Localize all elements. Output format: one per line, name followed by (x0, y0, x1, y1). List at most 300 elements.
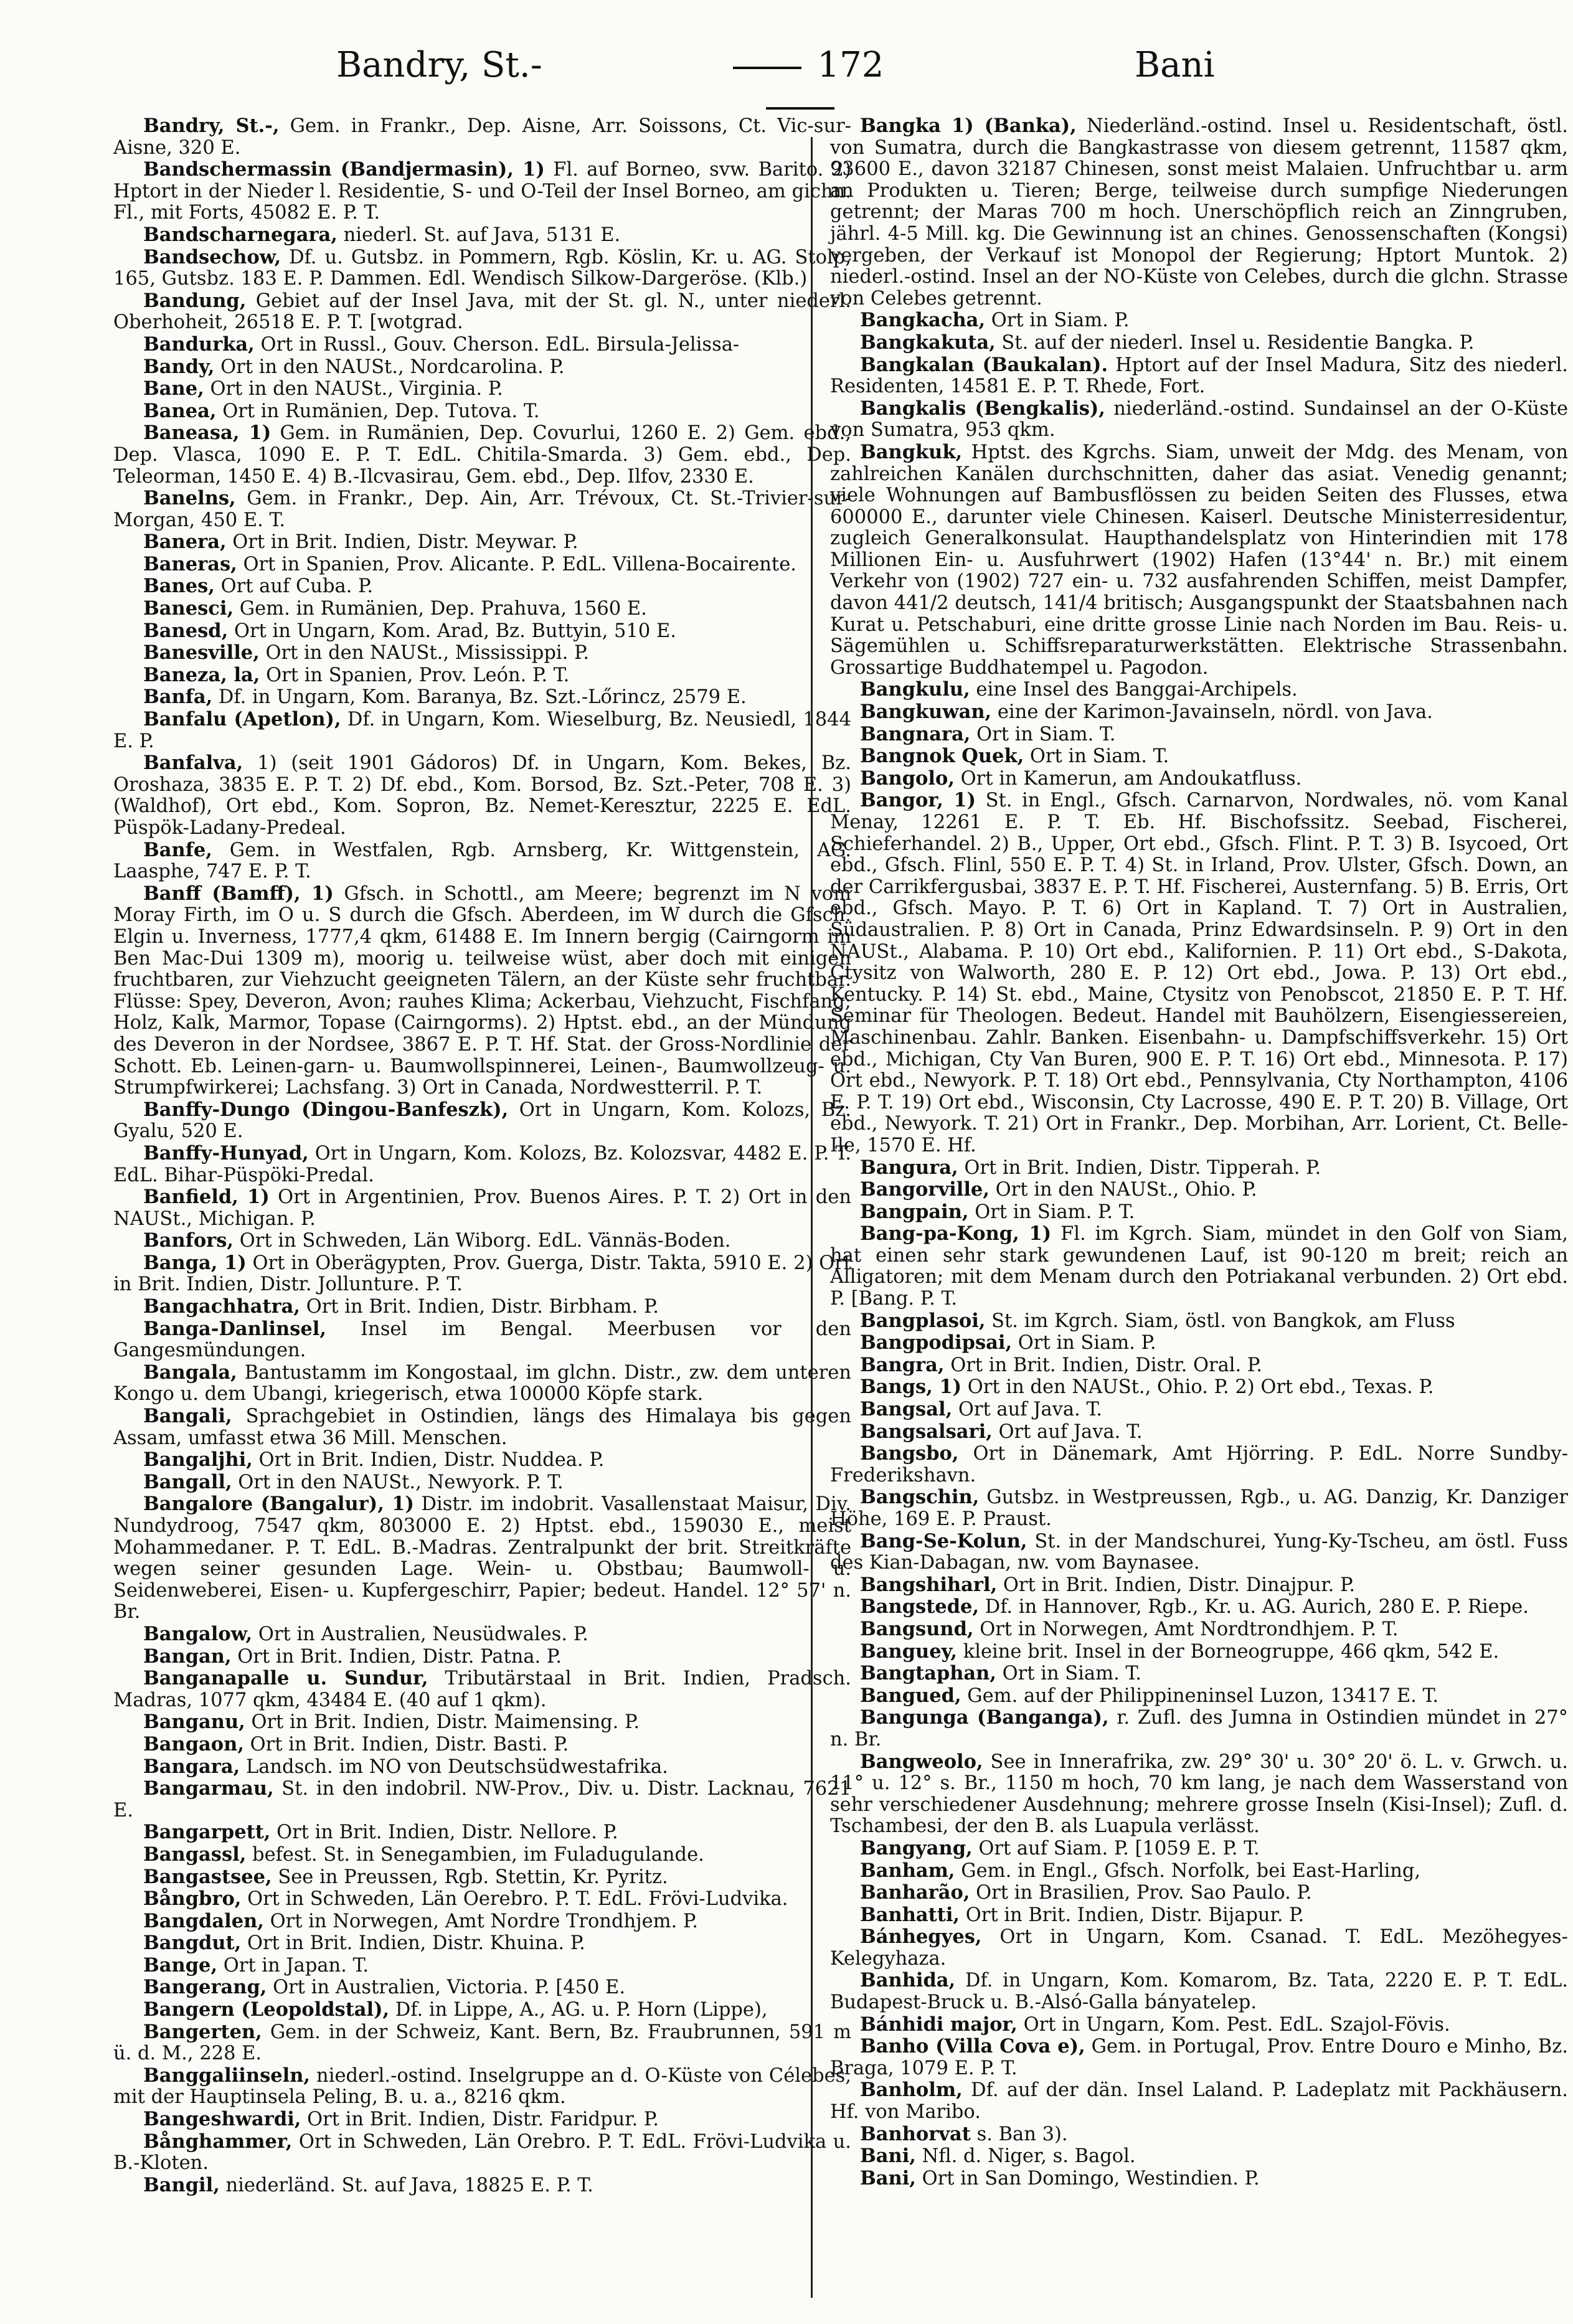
entry-text: Ort auf Cuba. P. (214, 575, 374, 598)
dictionary-entry (830, 1223, 1568, 1310)
dictionary-entry (113, 1296, 851, 1318)
dictionary-entry (113, 488, 851, 531)
entry-text: Gebiet auf der Insel Java, mit der St. gl. N., unter niederl. Oberhoheit, 26518 E. P. T. [wotgrad. (113, 290, 851, 334)
entry-headword: Banganu, (143, 1711, 245, 1734)
dictionary-entry (113, 356, 851, 379)
entry-headword: Bangara, (143, 1755, 240, 1778)
entry-headword: Bangkalis (Bengkalis), (860, 397, 1105, 420)
dictionary-entry (830, 1354, 1568, 1377)
running-head-left: Bandry, St.- (336, 45, 542, 85)
dictionary-entry (113, 115, 851, 159)
dictionary-entry (113, 1932, 851, 1955)
entry-headword: Bangdut, (143, 1932, 242, 1955)
dictionary-entry (113, 224, 851, 247)
dictionary-entry (113, 1186, 851, 1230)
entry-headword: Bangschin, (860, 1486, 980, 1509)
entry-text: St. in der Mandschurei, Yung-Ky-Tscheu, am östl. Fuss des Kian-Dabagan, nw. vom Baynasee. (830, 1530, 1568, 1574)
entry-headword: Bangassl, (143, 1843, 247, 1866)
dictionary-entry (113, 709, 851, 752)
entry-text: Ort in den NAUSt., Mississippi. P. (259, 642, 590, 664)
dictionary-entry (113, 1844, 851, 1866)
entry-text: Ort in Siam. P. (985, 309, 1130, 332)
entry-text: Insel im Bengal. Meerbusen vor den Gangesmündungen. (113, 1318, 851, 1362)
entry-headword: Bangra, (860, 1353, 945, 1376)
dictionary-entry (113, 554, 851, 576)
entry-text: befest. St. in Senegambien, im Fuladugulande. (246, 1843, 704, 1866)
entry-text: s. Ban 3). (970, 2123, 1068, 2145)
entry-text: Ort in Siam. T. (1024, 745, 1169, 768)
dictionary-entry (113, 1646, 851, 1668)
entry-text: Ort in den NAUSt., Nordcarolina. P. (214, 356, 565, 378)
dictionary-entry (830, 1574, 1568, 1597)
entry-text: Gfsch. in Schottl., am Meere; begrenzt im N vom Moray Firth, im O u. S durch die Gfsch. Aberdeen, im W durch die Gfsch. Elgin u. Inverness, 1777,4 qkm, 61488 E. Im Innern bergig (Cairngorm im Ben Mac-Dui 1309 m), moorig u. teilweise wüst, aber doch mit einigen fruchtbaren, zur Viehzucht geeigneten Tälern, an der Küste sehr fruchtbar. Flüsse: Spey, Deveron, Avon; rauhes Klima; Ackerbau, Viehzucht, Fischfang; Holz, Kalk, Marmor, Topase (Cairngorms). 2) Hptst. ebd., an der Mündung des Deveron in der Nordsee, 3867 E. P. T. Hf. Stat. der Gross-Nordlinie der Schott. Eb. Leinen-garn- u. Baumwollspinnerei, Leinen-, Baumwollzeug- u. Strumpfwirkerei; Lachsfang. 3) Ort in Canada, Nordwestterril. P. T. (113, 882, 851, 1099)
entry-headword: Bangnara, (860, 722, 971, 745)
dictionary-entry (113, 1778, 851, 1821)
entry-headword: Banfors, (143, 1229, 234, 1252)
entry-headword: Baneza, la, (143, 663, 260, 686)
dictionary-entry (113, 1449, 851, 1471)
entry-headword: Bangstede, (860, 1595, 980, 1618)
entry-text: niederl.-ostind. Inselgruppe an d. O-Küste von Célebes, mit der Hauptinsela Peling, B. u. a., 8216 qkm. (113, 2064, 851, 2109)
entry-headword: Bangeshwardi, (143, 2108, 301, 2131)
entry-text: Ort in Brit. Indien, Distr. Dinajpur. P. (997, 1574, 1356, 1596)
dictionary-entry (830, 1685, 1568, 1708)
entry-text: Gem. in Frankr., Dep. Aisne, Arr. Soissons, Ct. Vic-sur-Aisne, 320 E. (113, 115, 851, 159)
entry-headword: Bangdalen, (143, 1909, 264, 1932)
entry-text: Df. in Lippe, A., AG. u. P. Horn (Lippe), (389, 1999, 768, 2021)
entry-headword: Banelns, (143, 487, 236, 510)
entry-headword: Bangka 1) (Banka), (860, 115, 1077, 137)
dictionary-entry (830, 1376, 1568, 1399)
entry-text: eine der Karimon-Javainseln, nördl. von Java. (991, 701, 1433, 724)
entry-text: eine Insel des Banggai-Archipels. (970, 679, 1298, 701)
entry-text: Gem. in Rumänien, Dep. Prahuva, 1560 E. (234, 598, 647, 620)
entry-headword: Banfield, 1) (143, 1186, 270, 1209)
dictionary-entry (113, 422, 851, 488)
entry-headword: Bani, (860, 2166, 916, 2189)
entry-headword: Bangaon, (143, 1732, 244, 1755)
entry-text: Ort in Spanien, Prov. León. P. T. (260, 664, 570, 686)
dictionary-entry (113, 290, 851, 334)
dictionary-entry (830, 1179, 1568, 1201)
dictionary-entry (830, 724, 1568, 746)
entry-headword: Bangtaphan, (860, 1662, 996, 1685)
entry-headword: Banffy-Hunyad, (143, 1141, 309, 1164)
dictionary-entry (113, 1711, 851, 1734)
entry-headword: Banfa, (143, 686, 213, 709)
dictionary-entry (830, 1641, 1568, 1663)
entry-headword: Bangkacha, (860, 309, 986, 332)
dictionary-entry (830, 679, 1568, 701)
entry-headword: Banga-Danlinsel, (143, 1317, 326, 1340)
entry-text: Ort in Brit. Indien, Distr. Meywar. P. (226, 531, 579, 554)
entry-text: Ort auf Siam. P. [1059 E. P. T. (972, 1837, 1260, 1859)
entry-headword: Bang-Se-Kolun, (860, 1529, 1027, 1552)
dictionary-entry (113, 1405, 851, 1449)
entry-headword: Bane, (143, 377, 204, 400)
entry-text: Fl. im Kgrch. Siam, mündet in den Golf von Siam, hat einen sehr stark gewundenen Lauf, ist 90-120 m breit; reich an Alligatoren; mit dem Menam durch den Potriakanal verbunden. 2) Ort ebd. P. [Bang. P. T. (830, 1223, 1569, 1310)
dictionary-entry (830, 1970, 1568, 2013)
entry-text: Ort in San Domingo, Westindien. P. (915, 2167, 1260, 2189)
entry-headword: Bangkalan (Baukalan). (860, 353, 1108, 376)
page-header (0, 45, 1573, 120)
entry-text: Hptst. des Kgrchs. Siam, unweit der Mdg. des Menam, von zahlreichen Kanälen durchschnitten, daher das asiat. Venedig genannt; viele Wohnungen auf Bambusflössen zu beiden Seiten des Flusses, etwa 600000 E., darunter viele Chinesen. Kaiserl. Deutsche Ministerresidentur, zugleich Generalkonsulat. Haupthandelsplatz von Hinterindien mit 178 Millionen Ein- u. Ausfuhrwert (1902) Hafen (13°44' n. Br.) mit einem Verkehr von (1902) 727 ein- u. 732 ausfahrenden Schiffen, meist Dampfer, davon 441/2 deutsch, 141/4 britisch; Ausgangspunkt der Staatsbahnen nach Kurat u. Petschaburi, eine dritte grosse Linie nach Norden im Bau. Reis- u. Sägemühlen u. Schiffsreparaturwerkstätten. Elektrische Strassenbahn. Grossartige Buddhatempel u. Pagodon. (830, 441, 1568, 679)
dictionary-entry (113, 1143, 851, 1186)
entry-text: Ort in Kamerun, am Andoukatfluss. (954, 767, 1302, 790)
dictionary-entry (830, 1310, 1568, 1333)
dictionary-entry (830, 1838, 1568, 1860)
entry-headword: Bangkuk, (860, 440, 963, 463)
entry-headword: Banharão, (860, 1881, 970, 1904)
dictionary-entry (830, 442, 1568, 679)
entry-headword: Bangs, 1) (860, 1376, 962, 1399)
entry-text: Df. in Ungarn, Kom. Baranya, Bz. Szt.-Lőrincz, 2579 E. (212, 686, 747, 709)
dictionary-entry (830, 768, 1568, 790)
entry-text: Ort in Dänemark, Amt Hjörring. P. EdL. Norre Sundby-Frederikshavn. (830, 1443, 1568, 1486)
entry-headword: Banggaliinseln, (143, 2064, 311, 2087)
entry-text: Df. in Ungarn, Kom. Wieselburg, Bz. Neusiedl, 1844 E. P. (113, 709, 851, 752)
entry-text: Ort in Australien, Neusüdwales. P. (252, 1623, 588, 1645)
dictionary-entry (113, 334, 851, 356)
entry-text: Df. u. Gutsbz. in Pommern, Rgb. Köslin, Kr. u. AG. Stolp, 165, Gutsbz. 183 E. P. Dammen. Edl. Wendisch Silkow-Dargeröse. (Klb.) (113, 246, 851, 290)
entry-text: Ort in Siam. P. T. (968, 1201, 1135, 1223)
dictionary-entry (113, 1471, 851, 1494)
entry-text: Tributärstaal in Brit. Indien, Pradsch. Madras, 1077 qkm, 43484 E. (40 auf 1 qkm). (113, 1668, 851, 1711)
dictionary-entry (830, 745, 1568, 768)
entry-headword: Banfe, (143, 838, 212, 861)
entry-text: Ort in Brit. Indien, Distr. Tipperah. P. (958, 1156, 1321, 1179)
entry-text: Ort in Brasilien, Prov. Sao Paulo. P. (970, 1882, 1312, 1904)
dictionary-entry (113, 2175, 851, 2197)
entry-headword: Bangsund, (860, 1617, 974, 1640)
dictionary-entry (113, 1318, 851, 1362)
entry-text: Df. in Ungarn, Kom. Komarom, Bz. Tata, 2220 E. P. T. EdL. Budapest-Bruck u. B.-Alsó-Galla bányatelep. (830, 1970, 1568, 2014)
entry-headword: Bánhegyes, (860, 1925, 982, 1948)
entry-text: Ort in Siam. P. (1012, 1332, 1156, 1354)
entry-headword: Bani, (860, 2145, 916, 2168)
entry-text: Ort in Brit. Indien, Distr. Basti. P. (243, 1733, 569, 1755)
entry-text: Ort auf Java. T. (952, 1399, 1103, 1421)
entry-text: Ort in Norwegen, Amt Nordtrondhjem. P. T. (973, 1618, 1399, 1640)
entry-headword: Baneasa, 1) (143, 422, 272, 445)
entry-headword: Bangkakuta, (860, 331, 996, 354)
entry-text: Ort in Ungarn, Kom. Pest. EdL. Szajol-Fövis. (1017, 2013, 1450, 2036)
entry-text: Gem. in Frankr., Dep. Ain, Arr. Trévoux, Ct. St.-Trivier-sur-Morgan, 450 E. T. (113, 488, 851, 531)
entry-headword: Banguey, (860, 1640, 958, 1663)
entry-headword: Banganapalle u. Sundur, (143, 1667, 428, 1690)
entry-text: Ort in den NAUSt., Ohio. P. 2) Ort ebd., Texas. P. (961, 1376, 1434, 1399)
entry-text: r. Zufl. des Jumna in Ostindien mündet in 27° n. Br. (830, 1707, 1568, 1750)
entry-text: Gem. in Westfalen, Rgb. Arnsberg, Kr. Wittgenstein, AG. Laasphe, 747 E. P. T. (113, 839, 851, 883)
entry-headword: Banhida, (860, 1969, 956, 1992)
dictionary-entry (830, 1332, 1568, 1354)
dictionary-entry (113, 1821, 851, 1844)
entry-text: Df. auf der dän. Insel Laland. P. Ladeplatz mit Packhäusern. Hf. von Maribo. (830, 2079, 1568, 2123)
dictionary-entry (113, 1756, 851, 1778)
dictionary-entry (830, 2145, 1568, 2168)
entry-headword: Banham, (860, 1859, 955, 1882)
entry-text: Ort in Ungarn, Kom. Kolozs, Bz. Kolozsvar, 4482 E. P. T. EdL. Bihar-Püspöki-Predal. (113, 1142, 851, 1186)
entry-headword: Bangern (Leopoldstal), (143, 1998, 390, 2021)
entry-text: niederländ. St. auf Java, 18825 E. P. T. (219, 2174, 593, 2196)
dictionary-entry (830, 332, 1568, 354)
entry-text: Ort in Ungarn, Kom. Csanad. T. EdL. Mezöhegyes-Kelegyhaza. (830, 1926, 1568, 1970)
dictionary-entry (113, 642, 851, 664)
dictionary-entry (830, 2123, 1568, 2146)
entry-text: See in Preussen, Rgb. Stettin, Kr. Pyritz. (272, 1866, 668, 1888)
entry-text: Ort in Australien, Victoria. P. [450 E. (267, 1977, 626, 1999)
entry-text: Ort in Siam. T. (970, 723, 1116, 745)
dictionary-entry (830, 1860, 1568, 1882)
dictionary-entry (830, 1926, 1568, 1970)
dictionary-entry (830, 1443, 1568, 1486)
dictionary-entry (113, 1999, 851, 2021)
entry-text: Gem. in der Schweiz, Kant. Bern, Bz. Fraubrunnen, 591 m ü. d. M., 228 E. (113, 2021, 851, 2065)
entry-headword: Banga, 1) (143, 1251, 247, 1274)
dictionary-entry (830, 1596, 1568, 1618)
entry-text: Gutsbz. in Westpreussen, Rgb., u. AG. Danzig, Kr. Danziger Höhe, 169 E. P. Praust. (830, 1486, 1568, 1530)
entry-text: Ort in Norwegen, Amt Nordre Trondhjem. P. (263, 1910, 698, 1932)
dictionary-entry (113, 1252, 851, 1296)
entry-headword: Bangpodipsai, (860, 1331, 1013, 1354)
dictionary-entry (830, 1531, 1568, 1574)
entry-headword: Banfalu (Apetlon), (143, 708, 341, 731)
entry-headword: Bánhidi major, (860, 2013, 1018, 2036)
entry-headword: Banho (Villa Cova e), (860, 2035, 1085, 2058)
dictionary-entry (830, 309, 1568, 332)
dictionary-entry (113, 664, 851, 687)
entry-text: Ort in den NAUSt., Virginia. P. (204, 378, 503, 400)
entry-text: Landsch. im NO von Deutschsüdwestafrika. (240, 1755, 668, 1778)
entry-headword: Bangarpett, (143, 1821, 271, 1844)
dictionary-entry (113, 2131, 851, 2175)
dictionary-entry (113, 531, 851, 554)
entry-text: Ort in Schweden, Län Wiborg. EdL. Vännäs-Boden. (234, 1230, 731, 1252)
dictionary-entry (830, 1751, 1568, 1838)
entry-headword: Bandurka, (143, 333, 255, 356)
entry-headword: Banesd, (143, 619, 229, 642)
entry-headword: Bandy, (143, 355, 215, 378)
entry-headword: Bangan, (143, 1645, 232, 1668)
dictionary-entry (113, 1493, 851, 1623)
dictionary-entry (113, 598, 851, 620)
entry-headword: Bangil, (143, 2173, 220, 2196)
entry-headword: Banesville, (143, 641, 260, 664)
entry-text: St. auf der niederl. Insel u. Residentie Bangka. P. (995, 331, 1475, 354)
entry-headword: Bangali, (143, 1405, 232, 1428)
entry-headword: Bangolo, (860, 767, 955, 790)
dictionary-entry (113, 752, 851, 839)
entry-headword: Bangued, (860, 1684, 961, 1707)
dictionary-entry (830, 1663, 1568, 1685)
dictionary-entry (830, 1421, 1568, 1443)
dictionary-entry (113, 1911, 851, 1933)
entry-text: Ort in Oberägypten, Prov. Guerga, Distr. Takta, 5910 E. 2) Ort in Brit. Indien, Distr. Jollunture. P. T. (113, 1252, 851, 1296)
entry-text: Bantustamm im Kongostaal, im glchn. Distr., zw. dem unteren Kongo u. dem Ubangi, kriegerisch, etwa 100000 Köpfe stark. (113, 1361, 851, 1405)
entry-headword: Bangpain, (860, 1200, 969, 1223)
entry-text: 1) (seit 1901 Gádoros) Df. in Ungarn, Kom. Bekes, Bz. Oroshaza, 3835 E. P. T. 2) Df. ebd., Kom. Borsod, Bz. Szt.-Peter, 708 E. 3) (Waldhof), Ort ebd., Kom. Sopron, Bz. Nemet-Keresztur, 2225 E. EdL. Püspök-Ladany-Predeal. (113, 752, 851, 839)
left-column (113, 115, 851, 2196)
entry-headword: Banffy-Dungo (Dingou-Banfeszk), (143, 1098, 509, 1121)
entry-headword: Bandung, (143, 289, 247, 312)
entry-text: Ort in Brit. Indien, Distr. Faridpur. P. (301, 2109, 659, 2131)
entry-headword: Bang-pa-Kong, 1) (860, 1222, 1052, 1245)
dictionary-entry (113, 1734, 851, 1756)
entry-text: Ort in Ungarn, Kom. Arad, Bz. Buttyin, 510 E. (228, 620, 676, 642)
entry-text: Sprachgebiet in Ostindien, längs des Himalaya bis gegen Assam, umfasst etwa 36 Mill. Menschen. (113, 1405, 851, 1449)
dictionary-entry (113, 1955, 851, 1977)
dictionary-entry (113, 2109, 851, 2131)
entry-headword: Bangsbo, (860, 1442, 959, 1465)
entry-text: Fl. auf Borneo, svw. Barito. 2) Hptort in der Nieder l. Residentie, S- und O-Teil der Insel Borneo, am gichn. Fl., mit Forts, 45082 E. P. T. (113, 159, 851, 224)
entry-headword: Bangsal, (860, 1398, 953, 1421)
entry-headword: Bangarmau, (143, 1777, 274, 1800)
entry-text: Ort in den NAUSt., Newyork. P. T. (232, 1471, 564, 1493)
entry-text: Ort in Brit. Indien, Distr. Patna. P. (231, 1645, 562, 1668)
entry-text: St. in den indobril. NW-Prov., Div. u. Distr. Lacknau, 7621 E. (113, 1778, 851, 1821)
entry-headword: Banera, (143, 531, 227, 554)
entry-text: Ort in Brit. Indien, Distr. Nellore. P. (270, 1821, 618, 1844)
entry-headword: Bånghammer, (143, 2130, 293, 2153)
dictionary-entry (113, 686, 851, 709)
dictionary-entry (113, 1099, 851, 1143)
entry-text: Ort in Brit. Indien, Distr. Nuddea. P. (252, 1449, 605, 1471)
entry-text: Niederländ.-ostind. Insel u. Residentschaft, östl. von Sumatra, durch die Bangkastrasse von diesem getrennt, 11587 qkm, 93600 E., davon 32187 Chinesen, sonst meist Malaien. Unfruchtbar u. arm an Produkten u. Tieren; Berge, teilweise durch sumpfige Niederungen getrennt; der Maras 700 m hoch. Unerschöpflich reich an Zinngruben, jährl. 4-5 Mill. kg. Die Gewinnung ist an chines. Genossenschaften (Kongsi) vergeben, der Verkauf ist Monopol der Regierung; Hptort Muntok. 2) niederl.-ostind. Insel an der NO-Küste von Celebes, durch die glchn. Strasse von Celebes getrennt. (830, 115, 1568, 309)
entry-text: Ort in Rumänien, Dep. Tutova. T. (216, 400, 540, 422)
entry-text: Ort in Brit. Indien, Distr. Oral. P. (944, 1354, 1262, 1376)
entry-text: Ort in Russl., Gouv. Cherson. EdL. Birsula-Jelissa- (254, 333, 740, 356)
dictionary-entry (830, 1201, 1568, 1224)
entry-headword: Bandschermassin (Bandjermasin), 1) (143, 158, 545, 181)
dictionary-entry (830, 2079, 1568, 2123)
dictionary-entry (830, 2014, 1568, 2036)
entry-headword: Banhorvat (860, 2122, 971, 2145)
entry-headword: Bangerten, (143, 2020, 262, 2043)
dictionary-entry (830, 1707, 1568, 1750)
dictionary-entry (113, 1623, 851, 1646)
entry-headword: Bangachhatra, (143, 1295, 301, 1318)
entry-text: Distr. im indobrit. Vasallenstaat Maisur, Div. Nundydroog, 7547 qkm, 803000 E. 2) Hptst. ebd., 159030 E., meist Mohammedaner. P. T. EdL. B.-Madras. Zentralpunkt der brit. Streitkräfte wegen seiner gesunden Lage. Wein- u. Obstbau; Baumwoll- u. Seidenweberei, Eisen- u. Kupfergeschirr, Papier; bedeut. Handel. 12° 57' n. Br. (113, 1493, 851, 1623)
entry-text: St. im Kgrch. Siam, östl. von Bangkok, am Fluss (985, 1310, 1455, 1332)
dictionary-entry (113, 2021, 851, 2065)
dictionary-entry (113, 839, 851, 883)
entry-text: See in Innerafrika, zw. 29° 30' u. 30° 20' ö. L. v. Grwch. u. 11° u. 12° s. Br., 1150 m hoch, 70 km lang, je nach dem Wasserstand von sehr verschiedener Ausdehnung; mehrere grosse Inseln (Kisi-Insel); Zufl. d. Tschambesi, der den B. als Luapula verlässt. (830, 1750, 1568, 1838)
dictionary-entry (830, 2036, 1568, 2079)
entry-headword: Bangnok Quek, (860, 745, 1024, 768)
entry-text: Ort in Brit. Indien, Distr. Bijapur. P. (960, 1904, 1305, 1926)
dictionary-entry (113, 1888, 851, 1911)
dictionary-entry (113, 378, 851, 400)
entry-headword: Bangala, (143, 1361, 237, 1384)
dictionary-entry (113, 2065, 851, 2109)
dictionary-entry (830, 2168, 1568, 2190)
entry-headword: Bangura, (860, 1156, 958, 1179)
entry-text: Ort in Brit. Indien, Distr. Birbham. P. (300, 1296, 659, 1318)
entry-headword: Bangunga (Banganga), (860, 1706, 1109, 1729)
entry-text: Ort in Brit. Indien, Distr. Khuina. P. (241, 1932, 585, 1955)
dictionary-entry (830, 1618, 1568, 1641)
entry-text: Ort in Siam. T. (996, 1663, 1141, 1685)
entry-headword: Bångbro, (143, 1887, 242, 1911)
entry-text: Gem. in Rumänien, Dep. Covurlui, 1260 E. 2) Gem. ebd., Dep. Vlasca, 1090 E. P. T. EdL. Chitila-Smarda. 3) Gem. ebd., Dep. Teleorman, 1450 E. 4) B.-Ilcvasirau, Gem. ebd., Dep. Ilfov, 2330 E. (113, 422, 851, 488)
entry-headword: Bangalow, (143, 1622, 253, 1645)
entry-text: Gem. auf der Philippineninsel Luzon, 13417 E. T. (961, 1684, 1439, 1707)
entry-text: Hptort auf der Insel Madura, Sitz des niederl. Residenten, 14581 E. P. T. Rhede, Fort. (830, 354, 1568, 398)
dictionary-entry (113, 575, 851, 598)
dictionary-entry (830, 1904, 1568, 1927)
dictionary-entry (113, 883, 851, 1099)
entry-text: niederländ.-ostind. Sundainsel an der O-Küste von Sumatra, 953 qkm. (830, 397, 1568, 442)
entry-text: Ort in den NAUSt., Ohio. P. (989, 1179, 1257, 1201)
entry-headword: Bangkulu, (860, 678, 970, 701)
entry-headword: Bangerang, (143, 1976, 267, 1999)
entry-text: Ort in Brit. Indien, Distr. Maimensing. P. (245, 1711, 640, 1734)
entry-headword: Bangaljhi, (143, 1448, 253, 1471)
entry-headword: Bangalore (Bangalur), 1) (143, 1493, 414, 1516)
dictionary-entry (113, 620, 851, 643)
entry-headword: Banfalva, (143, 752, 243, 775)
entry-text: Nfl. d. Niger, s. Bagol. (915, 2145, 1136, 2168)
dictionary-entry (830, 1882, 1568, 1904)
entry-headword: Bangplasoi, (860, 1309, 986, 1332)
entry-headword: Bangor, 1) (860, 789, 976, 812)
dictionary-entry (830, 1486, 1568, 1530)
page-number: 172 (817, 45, 884, 85)
entry-headword: Bangweolo, (860, 1750, 983, 1773)
dictionary-entry (830, 398, 1568, 442)
right-column (830, 115, 1568, 2189)
dictionary-entry (113, 1362, 851, 1405)
page-number-block (669, 45, 931, 126)
entry-text: Ort in Schweden, Län Oerebro. P. T. EdL. Frövi-Ludvika. (241, 1888, 788, 1911)
running-head-right: Bani (1135, 45, 1215, 85)
header-dash-left (733, 67, 801, 69)
entry-headword: Banholm, (860, 2079, 963, 2102)
entry-text: niederl. St. auf Java, 5131 E. (337, 224, 621, 246)
entry-text: Ort in Spanien, Prov. Alicante. P. EdL. Villena-Bocairente. (237, 553, 796, 575)
entry-text: Ort in Ungarn, Kom. Kolozs, Bz. Gyalu, 520 E. (113, 1098, 851, 1143)
dictionary-entry (830, 115, 1568, 309)
entry-text: Gem. in Engl., Gfsch. Norfolk, bei East-Harling, (955, 1859, 1421, 1882)
entry-text: Ort in Schweden, Län Orebro. P. T. EdL. Frövi-Ludvika u. B.-Kloten. (113, 2130, 851, 2175)
entry-headword: Banff (Bamff), 1) (143, 882, 334, 905)
dictionary-entry (830, 790, 1568, 1156)
entry-headword: Bangall, (143, 1470, 232, 1493)
dictionary-entry (113, 1668, 851, 1711)
entry-headword: Bangastsee, (143, 1865, 272, 1888)
dictionary-entry (113, 247, 851, 290)
entry-text: Gem. in Portugal, Prov. Entre Douro e Minho, Bz. Braga, 1079 E. P. T. (830, 2036, 1568, 2079)
entry-text: Df. in Hannover, Rgb., Kr. u. AG. Aurich, 280 E. P. Riepe. (979, 1596, 1529, 1618)
dictionary-entry (830, 701, 1568, 724)
dictionary-entry (830, 354, 1568, 398)
entry-headword: Banesci, (143, 597, 234, 620)
entry-headword: Bangsalsari, (860, 1420, 993, 1443)
dictionary-entry (113, 1977, 851, 1999)
entry-headword: Banea, (143, 399, 217, 422)
entry-headword: Bandscharnegara, (143, 223, 338, 246)
entry-text: Ort auf Java. T. (992, 1420, 1143, 1443)
entry-headword: Bange, (143, 1953, 218, 1977)
dictionary-entry (113, 1866, 851, 1889)
entry-headword: Bangorville, (860, 1178, 990, 1201)
header-dash-right (766, 107, 834, 110)
entry-text: kleine brit. Insel in der Borneogruppe, 466 qkm, 542 E. (957, 1640, 1500, 1663)
entry-headword: Bangshiharl, (860, 1573, 998, 1596)
entry-headword: Bandry, St.-, (143, 115, 280, 137)
dictionary-entry (830, 1157, 1568, 1179)
dictionary-entry (113, 1230, 851, 1252)
